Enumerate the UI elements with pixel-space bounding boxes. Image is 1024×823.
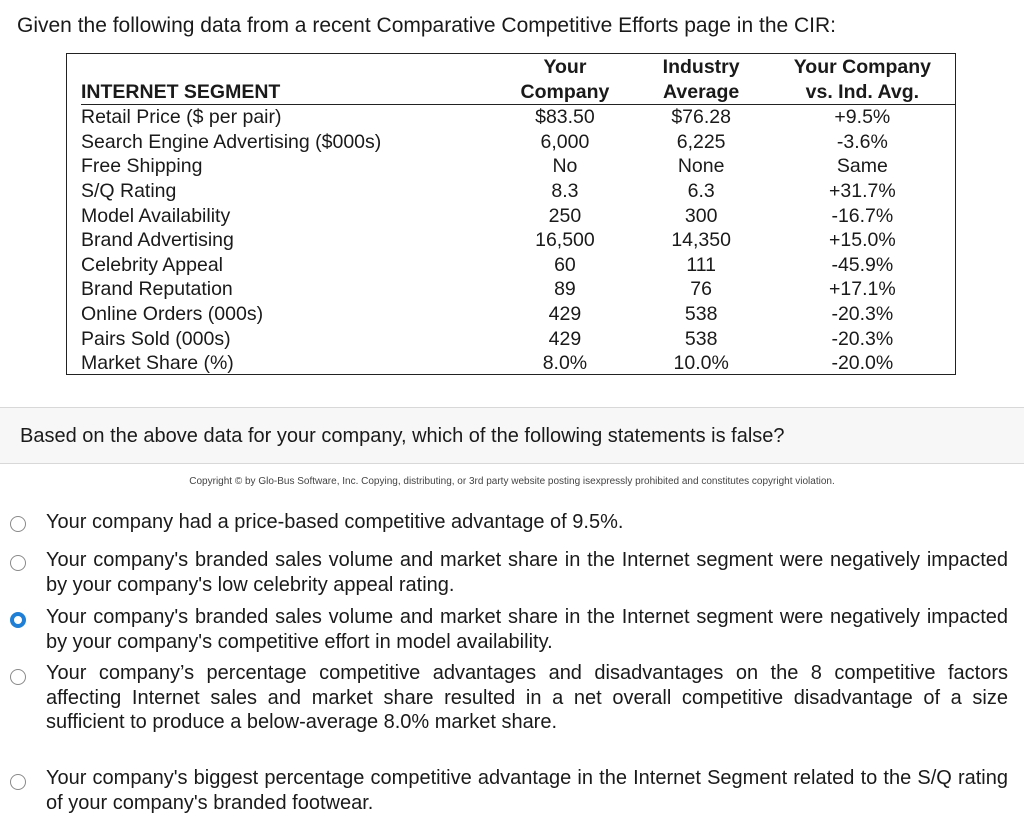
row-industry-value: 300 xyxy=(684,204,718,227)
row-industry-value: $76.28 xyxy=(671,106,731,129)
row-company-value: 250 xyxy=(548,204,582,227)
row-industry-value: 538 xyxy=(684,327,718,350)
table-row xyxy=(81,105,955,130)
row-vs-value: -3.6% xyxy=(836,130,888,153)
row-label: Brand Advertising xyxy=(81,229,234,252)
row-company-value: 8.0% xyxy=(542,352,588,375)
table-row xyxy=(81,351,955,376)
page-heading: Given the following data from a recent Comparative Competitive Efforts page in the CIR: xyxy=(17,14,837,37)
row-company-value: 89 xyxy=(554,278,576,301)
row-industry-value: 10.0% xyxy=(673,352,729,375)
row-vs-value: +15.0% xyxy=(829,229,896,252)
row-vs-value: -16.7% xyxy=(831,204,894,227)
row-vs-value: Same xyxy=(836,155,888,178)
table-row xyxy=(81,253,955,278)
row-label: Retail Price ($ per pair) xyxy=(81,106,282,129)
row-company-value: No xyxy=(552,155,578,178)
header-vs-industry: Your Company vs. Ind. Avg. xyxy=(793,56,931,103)
question-text: Based on the above data for your company, which of the following statements is false? xyxy=(20,425,785,447)
row-company-value: 429 xyxy=(548,327,582,350)
competitive-efforts-table-frame xyxy=(66,53,956,375)
option-text: Your company’s percentage competitive advantages and disadvantages on the 8 competitive factors affecting Internet sales and market share resulted in a net overall competitive disadvantage of a size sufficient to produce a below-average 8.0% market share. xyxy=(46,662,1008,733)
table-row xyxy=(81,302,955,327)
row-industry-value: 6,225 xyxy=(676,130,726,153)
row-vs-value: -45.9% xyxy=(831,253,894,276)
row-company-value: 60 xyxy=(554,253,576,276)
row-label: S/Q Rating xyxy=(81,179,177,202)
header-your-company: Your Company xyxy=(520,56,610,103)
row-vs-value: -20.3% xyxy=(831,302,894,325)
header-segment: INTERNET SEGMENT xyxy=(81,80,281,103)
option-text: Your company's branded sales volume and market share in the Internet segment were negatively impacted by your company's low celebrity appeal rating. xyxy=(46,549,1008,596)
row-company-value: $83.50 xyxy=(535,106,595,129)
row-label: Celebrity Appeal xyxy=(81,253,224,276)
table-row xyxy=(81,228,955,253)
row-vs-value: -20.3% xyxy=(831,327,894,350)
option-text: Your company's biggest percentage competitive advantage in the Internet Segment related to the S/Q rating of your company's branded footwear. xyxy=(46,767,1008,814)
row-company-value: 16,500 xyxy=(535,229,595,252)
competitive-efforts-table xyxy=(81,55,955,376)
row-label: Pairs Sold (000s) xyxy=(81,327,231,350)
radio-button[interactable] xyxy=(10,669,26,685)
table-row xyxy=(81,277,955,302)
table-row xyxy=(81,179,955,204)
row-vs-value: +9.5% xyxy=(834,106,891,129)
header-industry-average: Industry Average xyxy=(662,56,740,103)
row-industry-value: 14,350 xyxy=(671,229,731,252)
section-divider xyxy=(0,463,1024,464)
row-label: Search Engine Advertising ($000s) xyxy=(81,130,382,153)
radio-button[interactable] xyxy=(10,612,26,628)
data-panel xyxy=(0,0,1024,408)
row-company-value: 6,000 xyxy=(540,130,590,153)
row-label: Free Shipping xyxy=(81,155,203,178)
row-industry-value: 6.3 xyxy=(687,179,715,202)
table-row xyxy=(81,154,955,179)
radio-button[interactable] xyxy=(10,555,26,571)
radio-button[interactable] xyxy=(10,774,26,790)
row-label: Online Orders (000s) xyxy=(81,302,264,325)
row-industry-value: 111 xyxy=(686,253,716,276)
row-label: Model Availability xyxy=(81,204,231,227)
row-company-value: 429 xyxy=(548,302,582,325)
question-band xyxy=(0,408,1024,464)
row-industry-value: 76 xyxy=(690,278,712,301)
row-industry-value: None xyxy=(677,155,725,178)
row-industry-value: 538 xyxy=(684,302,718,325)
row-vs-value: +31.7% xyxy=(829,179,896,202)
table-row xyxy=(81,327,955,352)
table-row xyxy=(81,130,955,155)
row-vs-value: -20.0% xyxy=(831,352,894,375)
option-text: Your company's branded sales volume and market share in the Internet segment were negatively impacted by your company's competitive effort in model availability. xyxy=(46,606,1008,653)
row-company-value: 8.3 xyxy=(551,179,579,202)
copyright-notice: Copyright © by Glo-Bus Software, Inc. Copying, distributing, or 3rd party website posting isexpressly prohibited and constitutes copyright violation. xyxy=(189,476,835,487)
row-vs-value: +17.1% xyxy=(829,278,896,301)
row-label: Market Share (%) xyxy=(81,352,234,375)
row-label: Brand Reputation xyxy=(81,278,233,301)
table-row xyxy=(81,204,955,229)
option-text: Your company had a price-based competitive advantage of 9.5%. xyxy=(46,511,624,533)
radio-button[interactable] xyxy=(10,516,26,532)
table-header-row xyxy=(81,55,955,105)
